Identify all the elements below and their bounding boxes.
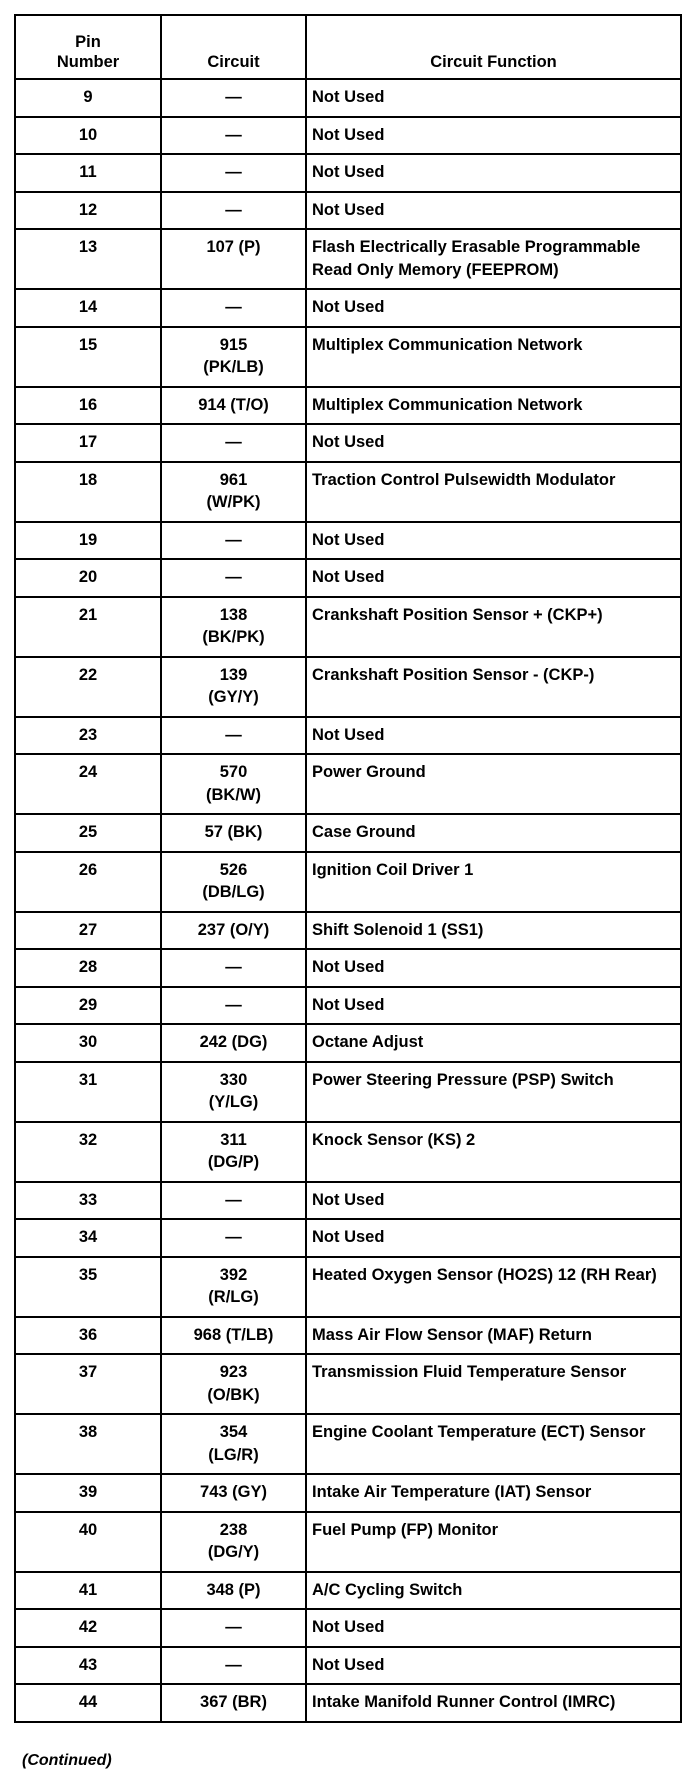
circuit-function-cell: Not Used: [306, 1609, 681, 1647]
table-row: [15, 1414, 681, 1474]
circuit-function-cell: Transmission Fluid Temperature Sensor: [306, 1354, 681, 1414]
table-row: [15, 949, 681, 987]
circuit-function-cell: Multiplex Communication Network: [306, 327, 681, 387]
pin-number-cell: 22: [15, 657, 161, 717]
continued-note: (Continued): [22, 1752, 112, 1769]
pin-number-cell: 9: [15, 79, 161, 117]
header-circuit: Circuit: [161, 15, 306, 79]
table-row: [15, 1647, 681, 1685]
circuit-function-cell: Not Used: [306, 1219, 681, 1257]
table-row: [15, 987, 681, 1025]
circuit-cell: —: [161, 289, 306, 327]
circuit-function-cell: Intake Manifold Runner Control (IMRC): [306, 1684, 681, 1722]
table-row: [15, 1684, 681, 1722]
circuit-function-cell: Not Used: [306, 154, 681, 192]
pin-number-cell: 39: [15, 1474, 161, 1512]
pin-number-cell: 27: [15, 912, 161, 950]
circuit-cell: 968 (T/LB): [161, 1317, 306, 1355]
pin-number-cell: 11: [15, 154, 161, 192]
pin-number-cell: 12: [15, 192, 161, 230]
table-row: [15, 289, 681, 327]
table-row: [15, 522, 681, 560]
circuit-cell: —: [161, 1182, 306, 1220]
pin-number-cell: 16: [15, 387, 161, 425]
circuit-cell: 915 (PK/LB): [161, 327, 306, 387]
pin-number-cell: 33: [15, 1182, 161, 1220]
circuit-function-cell: Not Used: [306, 949, 681, 987]
table-row: [15, 462, 681, 522]
table-row: [15, 559, 681, 597]
pin-number-cell: 36: [15, 1317, 161, 1355]
circuit-cell: —: [161, 987, 306, 1025]
circuit-cell: —: [161, 949, 306, 987]
circuit-cell: —: [161, 79, 306, 117]
table-row: [15, 154, 681, 192]
pin-number-cell: 21: [15, 597, 161, 657]
table-row: [15, 1474, 681, 1512]
circuit-cell: 914 (T/O): [161, 387, 306, 425]
circuit-function-cell: Knock Sensor (KS) 2: [306, 1122, 681, 1182]
circuit-function-cell: Not Used: [306, 289, 681, 327]
table-row: [15, 814, 681, 852]
circuit-function-cell: Not Used: [306, 1647, 681, 1685]
pin-number-cell: 44: [15, 1684, 161, 1722]
circuit-cell: 526 (DB/LG): [161, 852, 306, 912]
circuit-cell: —: [161, 559, 306, 597]
circuit-function-cell: Power Ground: [306, 754, 681, 814]
circuit-function-cell: Case Ground: [306, 814, 681, 852]
circuit-function-cell: Intake Air Temperature (IAT) Sensor: [306, 1474, 681, 1512]
circuit-function-cell: Multiplex Communication Network: [306, 387, 681, 425]
circuit-cell: 367 (BR): [161, 1684, 306, 1722]
pin-number-cell: 13: [15, 229, 161, 289]
table-row: [15, 852, 681, 912]
circuit-function-cell: Ignition Coil Driver 1: [306, 852, 681, 912]
table-row: [15, 79, 681, 117]
pin-number-cell: 40: [15, 1512, 161, 1572]
circuit-cell: 138 (BK/PK): [161, 597, 306, 657]
circuit-function-cell: Not Used: [306, 522, 681, 560]
circuit-cell: —: [161, 1647, 306, 1685]
circuit-cell: 354 (LG/R): [161, 1414, 306, 1474]
circuit-function-cell: Crankshaft Position Sensor - (CKP-): [306, 657, 681, 717]
circuit-cell: 237 (O/Y): [161, 912, 306, 950]
circuit-cell: —: [161, 154, 306, 192]
pin-number-cell: 37: [15, 1354, 161, 1414]
circuit-cell: 923 (O/BK): [161, 1354, 306, 1414]
table-row: [15, 424, 681, 462]
circuit-cell: 330 (Y/LG): [161, 1062, 306, 1122]
table-row: [15, 1257, 681, 1317]
table-row: [15, 754, 681, 814]
pin-number-cell: 35: [15, 1257, 161, 1317]
table-row: [15, 327, 681, 387]
pin-number-cell: 43: [15, 1647, 161, 1685]
pin-number-cell: 31: [15, 1062, 161, 1122]
pin-number-cell: 20: [15, 559, 161, 597]
circuit-function-cell: Fuel Pump (FP) Monitor: [306, 1512, 681, 1572]
pin-number-cell: 10: [15, 117, 161, 155]
circuit-cell: —: [161, 522, 306, 560]
circuit-function-cell: Power Steering Pressure (PSP) Switch: [306, 1062, 681, 1122]
circuit-cell: 743 (GY): [161, 1474, 306, 1512]
pin-number-cell: 17: [15, 424, 161, 462]
table-row: [15, 117, 681, 155]
circuit-cell: 107 (P): [161, 229, 306, 289]
circuit-function-cell: Not Used: [306, 192, 681, 230]
circuit-function-cell: Not Used: [306, 117, 681, 155]
pin-number-cell: 30: [15, 1024, 161, 1062]
circuit-function-cell: Traction Control Pulsewidth Modulator: [306, 462, 681, 522]
circuit-cell: 961 (W/PK): [161, 462, 306, 522]
pin-number-cell: 32: [15, 1122, 161, 1182]
pin-number-cell: 14: [15, 289, 161, 327]
circuit-function-cell: Flash Electrically Erasable Programmable Read Only Memory (FEEPROM): [306, 229, 681, 289]
circuit-cell: —: [161, 1609, 306, 1647]
header-pin-line1: Pin: [75, 33, 101, 51]
circuit-function-cell: Not Used: [306, 424, 681, 462]
pin-number-cell: 42: [15, 1609, 161, 1647]
table-row: [15, 717, 681, 755]
circuit-cell: —: [161, 192, 306, 230]
table-row: [15, 912, 681, 950]
table-row: [15, 192, 681, 230]
header-row: [15, 15, 681, 79]
table-row: [15, 1512, 681, 1572]
pin-number-cell: 24: [15, 754, 161, 814]
circuit-function-cell: Mass Air Flow Sensor (MAF) Return: [306, 1317, 681, 1355]
pin-number-cell: 25: [15, 814, 161, 852]
circuit-cell: 570 (BK/W): [161, 754, 306, 814]
table-row: [15, 1122, 681, 1182]
circuit-function-cell: Not Used: [306, 559, 681, 597]
header-pin-number: [15, 15, 161, 79]
circuit-function-cell: Not Used: [306, 987, 681, 1025]
pin-number-cell: 41: [15, 1572, 161, 1610]
pin-number-cell: 26: [15, 852, 161, 912]
table-row: [15, 1024, 681, 1062]
table-row: [15, 1609, 681, 1647]
pin-number-cell: 23: [15, 717, 161, 755]
circuit-function-cell: A/C Cycling Switch: [306, 1572, 681, 1610]
header-circuit-function: Circuit Function: [306, 15, 681, 79]
table-row: [15, 387, 681, 425]
circuit-cell: 238 (DG/Y): [161, 1512, 306, 1572]
circuit-cell: 139 (GY/Y): [161, 657, 306, 717]
circuit-cell: 57 (BK): [161, 814, 306, 852]
table-row: [15, 1219, 681, 1257]
circuit-function-cell: Crankshaft Position Sensor + (CKP+): [306, 597, 681, 657]
circuit-function-cell: Shift Solenoid 1 (SS1): [306, 912, 681, 950]
table-row: [15, 1572, 681, 1610]
table-row: [15, 1182, 681, 1220]
pin-number-cell: 28: [15, 949, 161, 987]
circuit-cell: 348 (P): [161, 1572, 306, 1610]
table-row: [15, 1317, 681, 1355]
circuit-function-cell: Heated Oxygen Sensor (HO2S) 12 (RH Rear): [306, 1257, 681, 1317]
table-row: [15, 229, 681, 289]
table-row: [15, 1062, 681, 1122]
pin-number-cell: 18: [15, 462, 161, 522]
circuit-cell: —: [161, 117, 306, 155]
circuit-cell: 392 (R/LG): [161, 1257, 306, 1317]
pin-number-cell: 38: [15, 1414, 161, 1474]
circuit-function-cell: Not Used: [306, 717, 681, 755]
pin-table: [14, 14, 682, 1723]
pin-number-cell: 19: [15, 522, 161, 560]
pin-number-cell: 34: [15, 1219, 161, 1257]
circuit-cell: —: [161, 1219, 306, 1257]
table-row: [15, 657, 681, 717]
pin-number-cell: 29: [15, 987, 161, 1025]
circuit-function-cell: Not Used: [306, 79, 681, 117]
circuit-cell: —: [161, 717, 306, 755]
header-pin-line2: Number: [56, 53, 120, 71]
circuit-function-cell: Not Used: [306, 1182, 681, 1220]
circuit-function-cell: Octane Adjust: [306, 1024, 681, 1062]
table-row: [15, 597, 681, 657]
circuit-cell: 311 (DG/P): [161, 1122, 306, 1182]
circuit-cell: —: [161, 424, 306, 462]
circuit-cell: 242 (DG): [161, 1024, 306, 1062]
pin-number-cell: 15: [15, 327, 161, 387]
circuit-function-cell: Engine Coolant Temperature (ECT) Sensor: [306, 1414, 681, 1474]
table-row: [15, 1354, 681, 1414]
